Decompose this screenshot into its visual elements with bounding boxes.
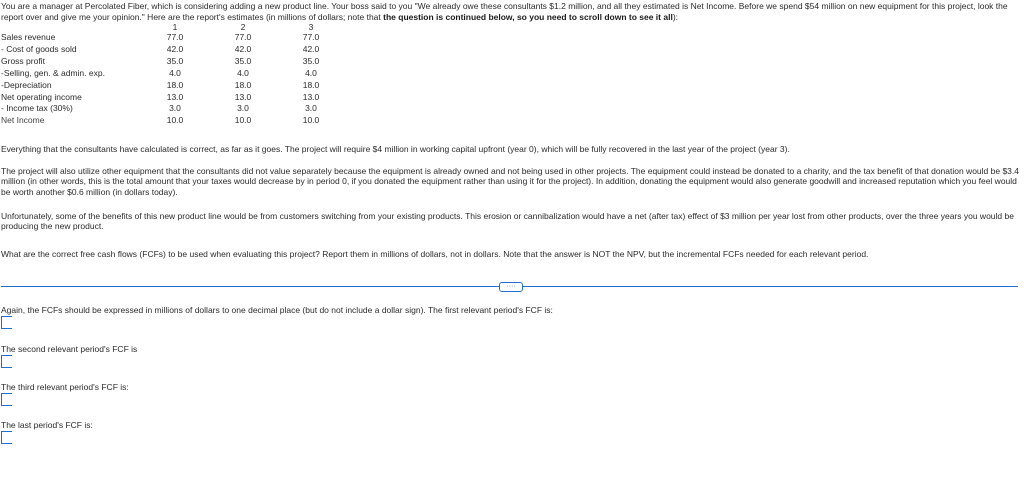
table-header-row (1, 22, 345, 32)
paragraph-cannibalization: Unfortunately, some of the benefits of this new product line would be from customers switching from your existing products. This erosion or cannibalization would have a net (after tax) effect of $3 million per year lost from other products, over the three years you would be producing the new product. (1, 211, 1014, 232)
table-row (1, 92, 345, 104)
table-row (1, 68, 345, 80)
table-row (1, 56, 345, 68)
cell-value: 10.0 (234, 115, 252, 126)
cell-value: 35.0 (234, 55, 252, 66)
table-row (1, 80, 345, 92)
cell-value: 3.0 (169, 103, 181, 114)
cell-value: 10.0 (166, 115, 184, 126)
intro-end: ): (672, 11, 679, 22)
income-statement-table (1, 22, 345, 127)
expand-more-button[interactable]: ···· (499, 282, 523, 292)
cell-value: 18.0 (234, 79, 252, 90)
cell-value: 77.0 (302, 32, 320, 42)
cell-value: 13.0 (302, 91, 320, 102)
cell-value: 4.0 (305, 67, 317, 78)
cell-value: 42.0 (302, 43, 320, 54)
cell-value: 3.0 (305, 103, 317, 114)
year-header: 3 (308, 22, 314, 32)
q4-label: The last period's FCF is: (1, 420, 93, 430)
table-row (1, 32, 345, 44)
cell-value: 4.0 (169, 67, 181, 78)
row-label: Net operating income (1, 91, 82, 102)
row-label: -Selling, gen. & admin. exp. (1, 67, 105, 78)
cell-value: 35.0 (166, 55, 184, 66)
cell-value: 77.0 (234, 32, 252, 42)
row-label: Gross profit (1, 55, 45, 66)
row-label: -Depreciation (1, 79, 52, 90)
intro-text: You are a manager at Percolated Fiber, which is considering adding a new product line. Your boss said to you "We already owe these consultants $1.2 million, and all they estimated is Net Income. Before we spend $54 million on new equipment for this project, look the report over and give me your opinion." Here are the report's estimates (in millions of dollars; note that (1, 1, 1008, 22)
row-label: Net Income (1, 115, 45, 126)
question-intro (1, 1, 1021, 22)
q1-label: Again, the FCFs should be expressed in millions of dollars to one decimal place (but do not include a dollar sign). The first relevant period's FCF is: (1, 305, 553, 315)
cell-value: 42.0 (166, 43, 184, 54)
paragraph-fcf-question: What are the correct free cash flows (FCFs) to be used when evaluating this project? Report them in millions of dollars, not in dollars. Note that the answer is NOT the NPV, but the incremental FCFs needed for each relevant period. (1, 249, 869, 259)
cell-value: 18.0 (302, 79, 320, 90)
cell-value: 35.0 (302, 55, 320, 66)
answer-input-period-2[interactable] (1, 355, 12, 368)
table-row (1, 44, 345, 56)
cell-value: 18.0 (166, 79, 184, 90)
row-label: Sales revenue (1, 32, 56, 42)
year-header: 1 (172, 22, 178, 32)
cell-value: 3.0 (237, 103, 249, 114)
answer-input-period-1[interactable] (1, 316, 12, 329)
table-row (1, 115, 345, 127)
answer-input-period-4[interactable] (1, 431, 12, 444)
year-header: 2 (240, 22, 246, 32)
paragraph-equipment: The project will also utilize other equipment that the consultants did not value separately because the equipment is already owned and not being used in other projects. The equipment could instead be donated to a charity, and the tax benefit of that donation would be $3.4 million (in other words, this is the total amount that your taxes would decrease by in period 0, if you donated the equipment rather than using it for the project). In addition, donating the equipment would also generate goodwill and increased reputation which you feel would be worth another $0.6 million (in dollars today). (1, 166, 1019, 197)
row-label: - Income tax (30%) (1, 103, 73, 114)
cell-value: 13.0 (234, 91, 252, 102)
row-label: - Cost of goods sold (1, 43, 77, 54)
cell-value: 10.0 (302, 115, 320, 126)
cell-value: 77.0 (166, 32, 184, 42)
cell-value: 4.0 (237, 67, 249, 78)
q2-label: The second relevant period's FCF is (1, 344, 138, 354)
cell-value: 13.0 (166, 91, 184, 102)
table-row (1, 103, 345, 115)
paragraph-working-capital: Everything that the consultants have calculated is correct, as far as it goes. The project will require $4 million in working capital upfront (year 0), which will be fully recovered in the last year of the project (year 3). (1, 144, 790, 154)
cell-value: 42.0 (234, 43, 252, 54)
intro-bold-notice: the question is continued below, so you need to scroll down to see it all (383, 11, 673, 22)
answer-input-period-3[interactable] (1, 393, 12, 406)
q3-label: The third relevant period's FCF is: (1, 382, 129, 392)
